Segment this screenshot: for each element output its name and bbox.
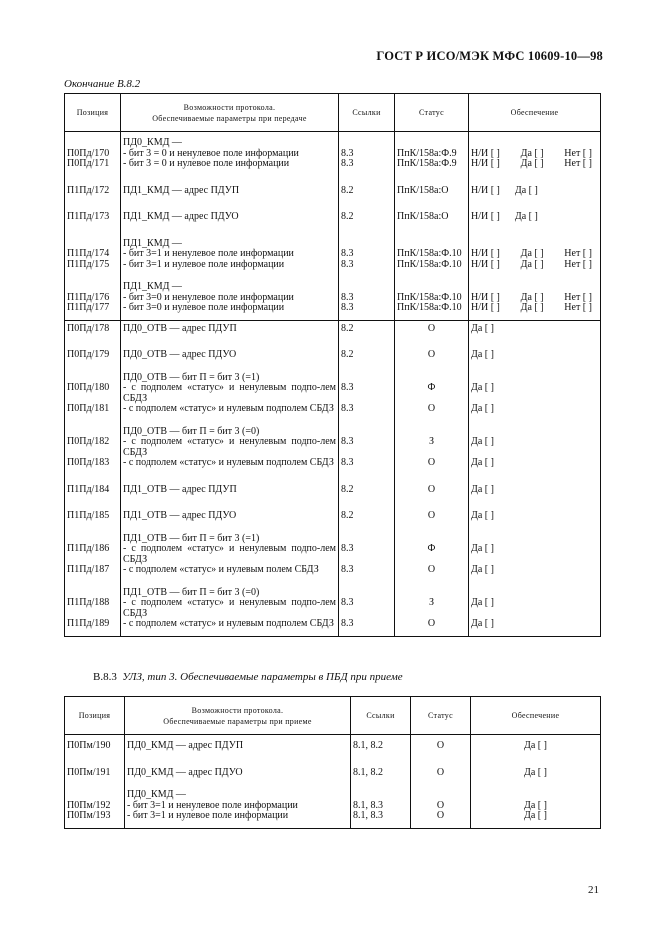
ref-cell: 8.2 <box>339 212 395 223</box>
support-no[interactable]: Нет [ ] <box>564 302 592 313</box>
support-cell[interactable]: Да [ ] <box>469 458 601 469</box>
table-row <box>65 735 601 752</box>
table-row <box>65 404 601 415</box>
status-cell: О <box>395 565 469 576</box>
ref-cell: 8.1, 8.2 <box>351 768 411 779</box>
support-na[interactable]: Н/И [ ] <box>471 211 500 222</box>
table-receive-params <box>64 696 601 829</box>
position-cell: П0Пм/191 <box>65 768 125 779</box>
support-yes[interactable]: Да [ ] <box>514 211 538 222</box>
group-caption: ПД1_ОТВ — бит П = бит 3 (=0) <box>121 588 339 599</box>
ref-cell: 8.1, 8.2 <box>351 735 411 752</box>
position-cell: П0Пм/193 <box>65 811 125 822</box>
status-cell: О <box>395 619 469 630</box>
support-cell[interactable]: Да [ ] <box>469 320 601 334</box>
support-cell[interactable]: Да [ ] <box>469 404 601 415</box>
ref-cell: 8.3 <box>339 437 395 458</box>
table-row <box>65 350 601 361</box>
table-row <box>65 249 601 260</box>
section-title <box>93 671 403 683</box>
description-cell: - с подполем «статус» и ненулевым подпо-лем СБДЗ <box>121 544 339 565</box>
table-row <box>65 565 601 576</box>
col-header-position: Позиция <box>65 697 125 735</box>
description-cell: ПД1_КМД — адрес ПДУП <box>121 186 339 197</box>
position-cell: П1Пд/184 <box>65 485 121 496</box>
page-number: 21 <box>588 884 599 896</box>
description-cell: ПД1_КМД — адрес ПДУО <box>121 212 339 223</box>
table-transmit-params <box>64 93 601 637</box>
status-cell: ПпК/158а:Ф.9 <box>395 149 469 160</box>
support-cell[interactable]: Да [ ] <box>471 735 601 752</box>
section-number: В.8.3 <box>93 671 117 683</box>
support-na[interactable]: Н/И [ ] <box>471 147 500 159</box>
ref-cell: 8.3 <box>339 404 395 415</box>
description-cell: - бит 3=1 и ненулевое поле информации <box>121 249 339 260</box>
position-cell: П0Пд/181 <box>65 404 121 415</box>
ref-cell: 8.2 <box>339 350 395 361</box>
status-cell: ПпК/158а:О <box>395 212 469 223</box>
status-cell: Ф <box>395 383 469 404</box>
support-na[interactable]: Н/И [ ] <box>471 248 500 259</box>
col-header-status: Статус <box>411 697 471 735</box>
col-header-support: Обеспечение <box>469 94 601 132</box>
support-yes[interactable]: Да [ ] <box>520 302 544 313</box>
position-cell: П0Пм/190 <box>65 735 125 752</box>
group-caption: ПД0_ОТВ — бит П = бит 3 (=0) <box>121 427 339 438</box>
status-cell: О <box>395 511 469 522</box>
position-cell: П0Пд/179 <box>65 350 121 361</box>
status-cell: О <box>411 811 471 822</box>
table-row <box>65 320 601 334</box>
table-row <box>65 511 601 522</box>
table-row <box>65 383 601 404</box>
support-no[interactable]: Нет [ ] <box>564 258 592 270</box>
support-cell <box>469 212 601 223</box>
group-caption-row <box>65 790 601 801</box>
document-header: ГОСТ Р ИСО/МЭК МФС 10609-10—98 <box>376 49 603 63</box>
description-cell: - бит 3=1 и ненулевое поле информации <box>125 801 351 812</box>
position-cell: П1Пд/187 <box>65 565 121 576</box>
group-caption: ПД1_КМД — <box>121 239 339 250</box>
group-caption: ПД0_КМД — <box>125 790 351 801</box>
section-title-text: УЛЗ, тип 3. Обеспечиваемые параметры в ПБД при приеме <box>122 671 403 683</box>
table-row <box>65 437 601 458</box>
support-yes[interactable]: Да [ ] <box>520 248 544 259</box>
description-cell: - бит 3=1 и нулевое поле информации <box>125 811 351 822</box>
status-cell: ПпК/158а:Ф.10 <box>395 303 469 314</box>
ref-cell: 8.3 <box>339 565 395 576</box>
ref-cell: 8.3 <box>339 149 395 160</box>
support-no[interactable]: Нет [ ] <box>564 291 592 303</box>
position-cell: П1Пд/185 <box>65 511 121 522</box>
status-cell: О <box>395 404 469 415</box>
col-header-refs: Ссылки <box>351 697 411 735</box>
support-cell[interactable]: Да [ ] <box>469 544 601 565</box>
status-cell: Ф <box>395 544 469 565</box>
support-cell[interactable]: Да [ ] <box>469 565 601 576</box>
table-header-row <box>65 697 601 735</box>
support-na[interactable]: Н/И [ ] <box>471 291 500 303</box>
description-cell: - бит 3=1 и нулевое поле информации <box>121 260 339 271</box>
table-row <box>65 811 601 822</box>
col-header-status: Статус <box>395 94 469 132</box>
support-cell[interactable]: Да [ ] <box>469 383 601 404</box>
ref-cell: 8.3 <box>339 159 395 170</box>
support-cell[interactable]: Да [ ] <box>469 437 601 458</box>
support-na[interactable]: Н/И [ ] <box>471 302 500 313</box>
description-cell: - бит 3 = 0 и ненулевое поле информации <box>121 149 339 160</box>
table-row <box>65 544 601 565</box>
position-cell: П1Пд/175 <box>65 260 121 271</box>
position-cell: П1Пд/174 <box>65 249 121 260</box>
status-cell: О <box>411 768 471 779</box>
support-yes[interactable]: Да [ ] <box>514 184 538 196</box>
support-yes[interactable]: Да [ ] <box>520 147 544 159</box>
support-cell[interactable]: Да [ ] <box>471 811 601 822</box>
description-cell: - с подполем «статус» и ненулевым подпо-лем СБДЗ <box>121 598 339 619</box>
status-cell: ПпК/158а:Ф.10 <box>395 260 469 271</box>
support-cell <box>469 186 601 197</box>
col-header-refs: Ссылки <box>339 94 395 132</box>
group-caption: ПД1_КМД — <box>121 282 339 293</box>
support-cell[interactable]: Да [ ] <box>469 598 601 619</box>
description-cell: ПД1_ОТВ — адрес ПДУО <box>121 511 339 522</box>
description-cell: - с подполем «статус» и нулевым подполем СБДЗ <box>121 404 339 415</box>
support-na[interactable]: Н/И [ ] <box>471 184 500 196</box>
ref-cell: 8.3 <box>339 458 395 469</box>
group-caption-row <box>65 282 601 293</box>
ref-cell: 8.3 <box>339 293 395 304</box>
position-cell: П1Пд/188 <box>65 598 121 619</box>
table-row <box>65 303 601 314</box>
group-caption: ПД1_ОТВ — бит П = бит 3 (=1) <box>121 534 339 545</box>
support-no[interactable]: Нет [ ] <box>564 248 592 259</box>
ref-cell: 8.3 <box>339 303 395 314</box>
status-cell: ПпК/158а:Ф.9 <box>395 159 469 170</box>
description-cell: - бит 3 = 0 и нулевое поле информации <box>121 159 339 170</box>
ref-cell: 8.3 <box>339 544 395 565</box>
position-cell: П0Пм/192 <box>65 801 125 812</box>
position-cell: П0Пд/180 <box>65 383 121 404</box>
table-row <box>65 598 601 619</box>
position-cell: П0Пд/171 <box>65 159 121 170</box>
position-cell: П1Пд/172 <box>65 186 121 197</box>
support-na[interactable]: Н/И [ ] <box>471 258 500 270</box>
position-cell: П0Пд/182 <box>65 437 121 458</box>
description-cell: ПД0_КМД — адрес ПДУО <box>125 768 351 779</box>
col-header-position: Позиция <box>65 94 121 132</box>
support-yes[interactable]: Да [ ] <box>520 158 544 169</box>
description-cell: - с подполем «статус» и ненулевым подпо-лем СБДЗ <box>121 383 339 404</box>
support-cell <box>469 303 601 314</box>
table-caption: Окончание В.8.2 <box>64 78 141 90</box>
ref-cell: 8.3 <box>339 598 395 619</box>
ref-cell: 8.3 <box>339 383 395 404</box>
ref-cell: 8.3 <box>339 260 395 271</box>
support-no[interactable]: Нет [ ] <box>564 147 592 159</box>
table-row <box>65 212 601 223</box>
status-cell: О <box>395 485 469 496</box>
status-cell: З <box>395 598 469 619</box>
support-cell <box>469 159 601 170</box>
position-cell: П0Пд/178 <box>65 320 121 334</box>
support-cell[interactable]: Да [ ] <box>469 619 601 630</box>
status-cell: О <box>411 801 471 812</box>
table-row <box>65 768 601 779</box>
description-cell: ПД0_КМД — адрес ПДУП <box>125 735 351 752</box>
support-cell <box>469 260 601 271</box>
position-cell: П1Пд/189 <box>65 619 121 630</box>
description-cell: ПД0_ОТВ — адрес ПДУО <box>121 350 339 361</box>
support-cell[interactable]: Да [ ] <box>469 485 601 496</box>
table-row <box>65 485 601 496</box>
status-cell: ПпК/158а:Ф.10 <box>395 249 469 260</box>
position-cell: П0Пд/183 <box>65 458 121 469</box>
position-cell: П1Пд/186 <box>65 544 121 565</box>
position-cell: П1Пд/173 <box>65 212 121 223</box>
position-cell: П1Пд/177 <box>65 303 121 314</box>
table-row <box>65 458 601 469</box>
ref-cell: 8.1, 8.3 <box>351 801 411 812</box>
table-row <box>65 186 601 197</box>
support-yes[interactable]: Да [ ] <box>520 291 544 303</box>
ref-cell: 8.1, 8.3 <box>351 811 411 822</box>
support-cell[interactable]: Да [ ] <box>469 511 601 522</box>
ref-cell: 8.3 <box>339 619 395 630</box>
status-cell: ПпК/158а:Ф.10 <box>395 293 469 304</box>
description-cell: ПД0_ОТВ — адрес ПДУП <box>121 320 339 334</box>
support-cell[interactable]: Да [ ] <box>469 350 601 361</box>
col-header-capability: Возможности протокола. Обеспечиваемые параметры при передаче <box>121 94 339 132</box>
status-cell: ПпК/158а:О <box>395 186 469 197</box>
group-caption: ПД0_ОТВ — бит П = бит 3 (=1) <box>121 373 339 384</box>
support-cell[interactable]: Да [ ] <box>471 768 601 779</box>
support-yes[interactable]: Да [ ] <box>520 258 544 270</box>
group-caption: ПД0_КМД — <box>121 138 339 149</box>
table-row <box>65 260 601 271</box>
description-cell: - бит 3=0 и ненулевое поле информации <box>121 293 339 304</box>
description-cell: - с подполем «статус» и нулевым подполем СБДЗ <box>121 619 339 630</box>
support-no[interactable]: Нет [ ] <box>564 158 592 169</box>
status-cell: О <box>411 735 471 752</box>
table-row <box>65 159 601 170</box>
description-cell: ПД1_ОТВ — адрес ПДУП <box>121 485 339 496</box>
status-cell: О <box>395 458 469 469</box>
ref-cell: 8.2 <box>339 186 395 197</box>
status-cell: О <box>395 350 469 361</box>
support-cell[interactable]: Да [ ] <box>471 801 601 812</box>
col-header-capability: Возможности протокола. Обеспечиваемые параметры при приеме <box>125 697 351 735</box>
ref-cell: 8.2 <box>339 511 395 522</box>
group-caption-row <box>65 138 601 149</box>
description-cell: - с подполем «статус» и ненулевым подпо-лем СБДЗ <box>121 437 339 458</box>
description-cell: - с подполем «статус» и нулевым подполем СБДЗ <box>121 458 339 469</box>
position-cell: П1Пд/176 <box>65 293 121 304</box>
description-cell: - с подполем «статус» и нулевым полем СБДЗ <box>121 565 339 576</box>
ref-cell: 8.2 <box>339 485 395 496</box>
support-cell <box>469 249 601 260</box>
table-row <box>65 619 601 630</box>
table-header-row <box>65 94 601 132</box>
ref-cell: 8.3 <box>339 249 395 260</box>
description-cell: - бит 3=0 и нулевое поле информации <box>121 303 339 314</box>
ref-cell: 8.2 <box>339 320 395 334</box>
position-cell: П0Пд/170 <box>65 149 121 160</box>
status-cell: З <box>395 437 469 458</box>
support-na[interactable]: Н/И [ ] <box>471 158 500 169</box>
col-header-support: Обеспечение <box>471 697 601 735</box>
status-cell: О <box>395 320 469 334</box>
